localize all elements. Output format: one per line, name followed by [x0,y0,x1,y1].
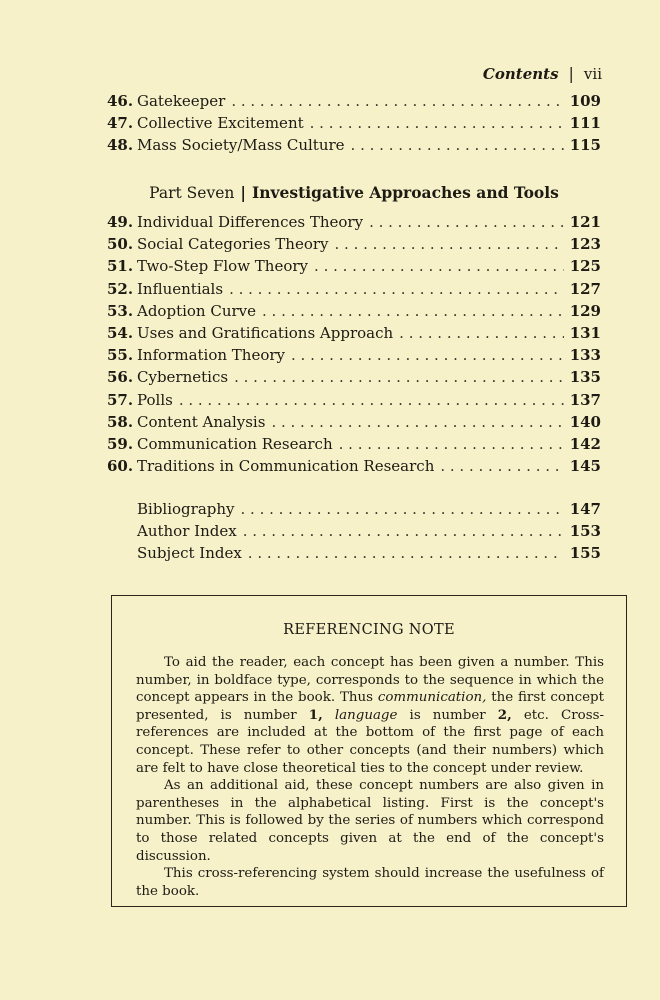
toc-entry-title: Mass Society/Mass Culture [137,136,345,155]
toc-entry-page: 137 [569,390,601,409]
note-number-1: 1, [308,706,323,723]
toc-entry-title: Communication Research [137,434,333,453]
toc-entry-page: 145 [569,457,601,476]
toc-entry-title: Collective Excitement [137,114,304,133]
toc-entry-title: Bibliography [137,500,235,518]
running-head-section: Contents [482,64,559,83]
toc-leader-dots [351,136,564,154]
note-term-language: language [334,707,398,723]
toc-entry-page: 129 [569,301,601,320]
toc-entry [107,136,601,158]
toc-entry-title: Polls [137,390,173,409]
toc-leader-dots [229,280,564,298]
note-number-2: 2, [497,706,512,723]
note-text: To aid the reader, each concept has been given a number. This number, in boldface type, corresponds to the sequence in which the concept appears in the book. Thus [136,655,604,706]
toc-leader-dots [310,114,564,132]
toc-leader-dots [234,368,564,386]
toc-entry-number: 56. [107,368,134,387]
toc-entry [107,500,601,522]
toc-entry-title: Two-Step Flow Theory [137,257,309,276]
toc-entry-title: Uses and Gratifications Approach [137,323,394,342]
running-head-page-number: vii [583,64,602,83]
toc-entry-number: 53. [107,301,134,320]
toc-entry [107,257,601,279]
toc-entry [107,522,601,544]
toc-entry-page: 115 [569,136,601,155]
toc-leader-dots [399,324,564,342]
toc-entry-page: 153 [569,522,601,541]
toc-entry [107,544,601,566]
note-text [323,708,335,723]
toc-entry-title: Traditions in Communication Research [137,457,435,476]
toc-entry-page: 135 [569,368,601,387]
note-paragraph-1 [136,654,604,777]
toc-entry [107,324,601,346]
note-text: is number [397,707,498,723]
running-head [483,64,602,83]
toc-entry-number: 47. [107,114,134,133]
toc-entry-page: 123 [569,235,601,254]
toc-back-matter [107,500,601,567]
toc-entry-title: Information Theory [137,346,286,365]
part-title: Investigative Approaches and Tools [252,183,559,202]
toc-leader-dots [335,235,564,253]
part-label: Part Seven [149,184,235,202]
toc-entry-page: 155 [569,544,601,563]
toc-entry-page: 142 [569,434,601,453]
toc-entry-number: 46. [107,92,134,110]
toc-entry-title: Content Analysis [137,412,266,431]
toc-leader-dots [291,346,564,364]
toc-entries-part-seven [107,213,601,479]
toc-entry [107,114,601,136]
toc-leader-dots [262,302,564,320]
toc-leader-dots [369,213,564,231]
running-head-divider: | [568,64,574,83]
toc-leader-dots [179,391,564,409]
toc-entry-page: 131 [569,323,601,342]
toc-entry-page: 111 [569,114,601,133]
toc-entry-page: 125 [569,257,601,276]
toc-leader-dots [241,500,564,518]
toc-entry [107,457,601,479]
toc-entry-number: 54. [107,323,134,342]
toc-entry-number: 50. [107,235,134,254]
toc-entry-page: 121 [569,213,601,231]
toc-leader-dots [314,257,564,275]
toc-entry-title: Subject Index [137,544,242,563]
toc-entry-number: 57. [107,390,134,409]
toc-entry [107,92,601,114]
note-text: the first concept presented, is number [136,690,604,723]
toc-entry-number: 60. [107,457,134,476]
toc-entry-page: 109 [569,92,601,110]
referencing-note-body [136,654,604,900]
note-text: etc. Cross-references are included at the bottom of the first page of each concept. These refer to other concepts (and their numbers) which are felt to have close theoretical ties to the concept under review. [136,707,604,776]
toc-entry-title: Individual Differences Theory [137,213,364,231]
toc-entry [107,302,601,324]
toc-entry-number: 49. [107,213,134,231]
toc-entry-title: Adoption Curve [137,301,257,320]
toc-entry-title: Social Categories Theory [137,235,329,254]
toc-leader-dots [271,413,563,431]
toc-entry [107,413,601,435]
toc-entries-top [107,92,601,159]
note-term-communication: communication, [377,690,487,706]
toc-entry [107,391,601,413]
part-divider: | [240,183,246,202]
toc-entry-page: 140 [569,412,601,431]
note-paragraph-3: This cross-referencing system should increase the usefulness of the book. [136,866,604,899]
toc-leader-dots [440,457,563,475]
toc-entry [107,368,601,390]
toc-entry-number: 48. [107,136,134,155]
toc-entry-number: 55. [107,346,134,365]
toc-entry [107,213,601,235]
toc-entry [107,235,601,257]
toc-entry-title: Author Index [137,522,237,541]
toc-leader-dots [231,92,563,110]
toc-entry-title: Cybernetics [137,368,229,387]
toc-entry-title: Gatekeeper [137,92,226,110]
toc-entry-number: 59. [107,434,134,453]
toc-entry-title: Influentials [137,279,224,298]
toc-entry [107,346,601,368]
referencing-note-title: REFERENCING NOTE [283,622,455,638]
toc-entry [107,435,601,457]
toc-leader-dots [339,435,564,453]
toc-entry [107,280,601,302]
note-paragraph-2: As an additional aid, these concept numbers are also given in parentheses in the alphabetical listing. First is the concept's number. This is followed by the series of numbers which correspond to those related concepts given at the end of the concept's discussion. [136,778,604,864]
referencing-note-box [111,595,627,907]
toc-entry-number: 52. [107,279,134,298]
toc-leader-dots [248,544,564,562]
toc-entry-page: 127 [569,279,601,298]
toc-entry-number: 51. [107,257,134,276]
toc-leader-dots [243,522,564,540]
toc-entry-number: 58. [107,412,134,431]
part-heading [107,183,601,202]
toc-entry-page: 133 [569,346,601,365]
toc-entry-page: 147 [569,500,601,518]
